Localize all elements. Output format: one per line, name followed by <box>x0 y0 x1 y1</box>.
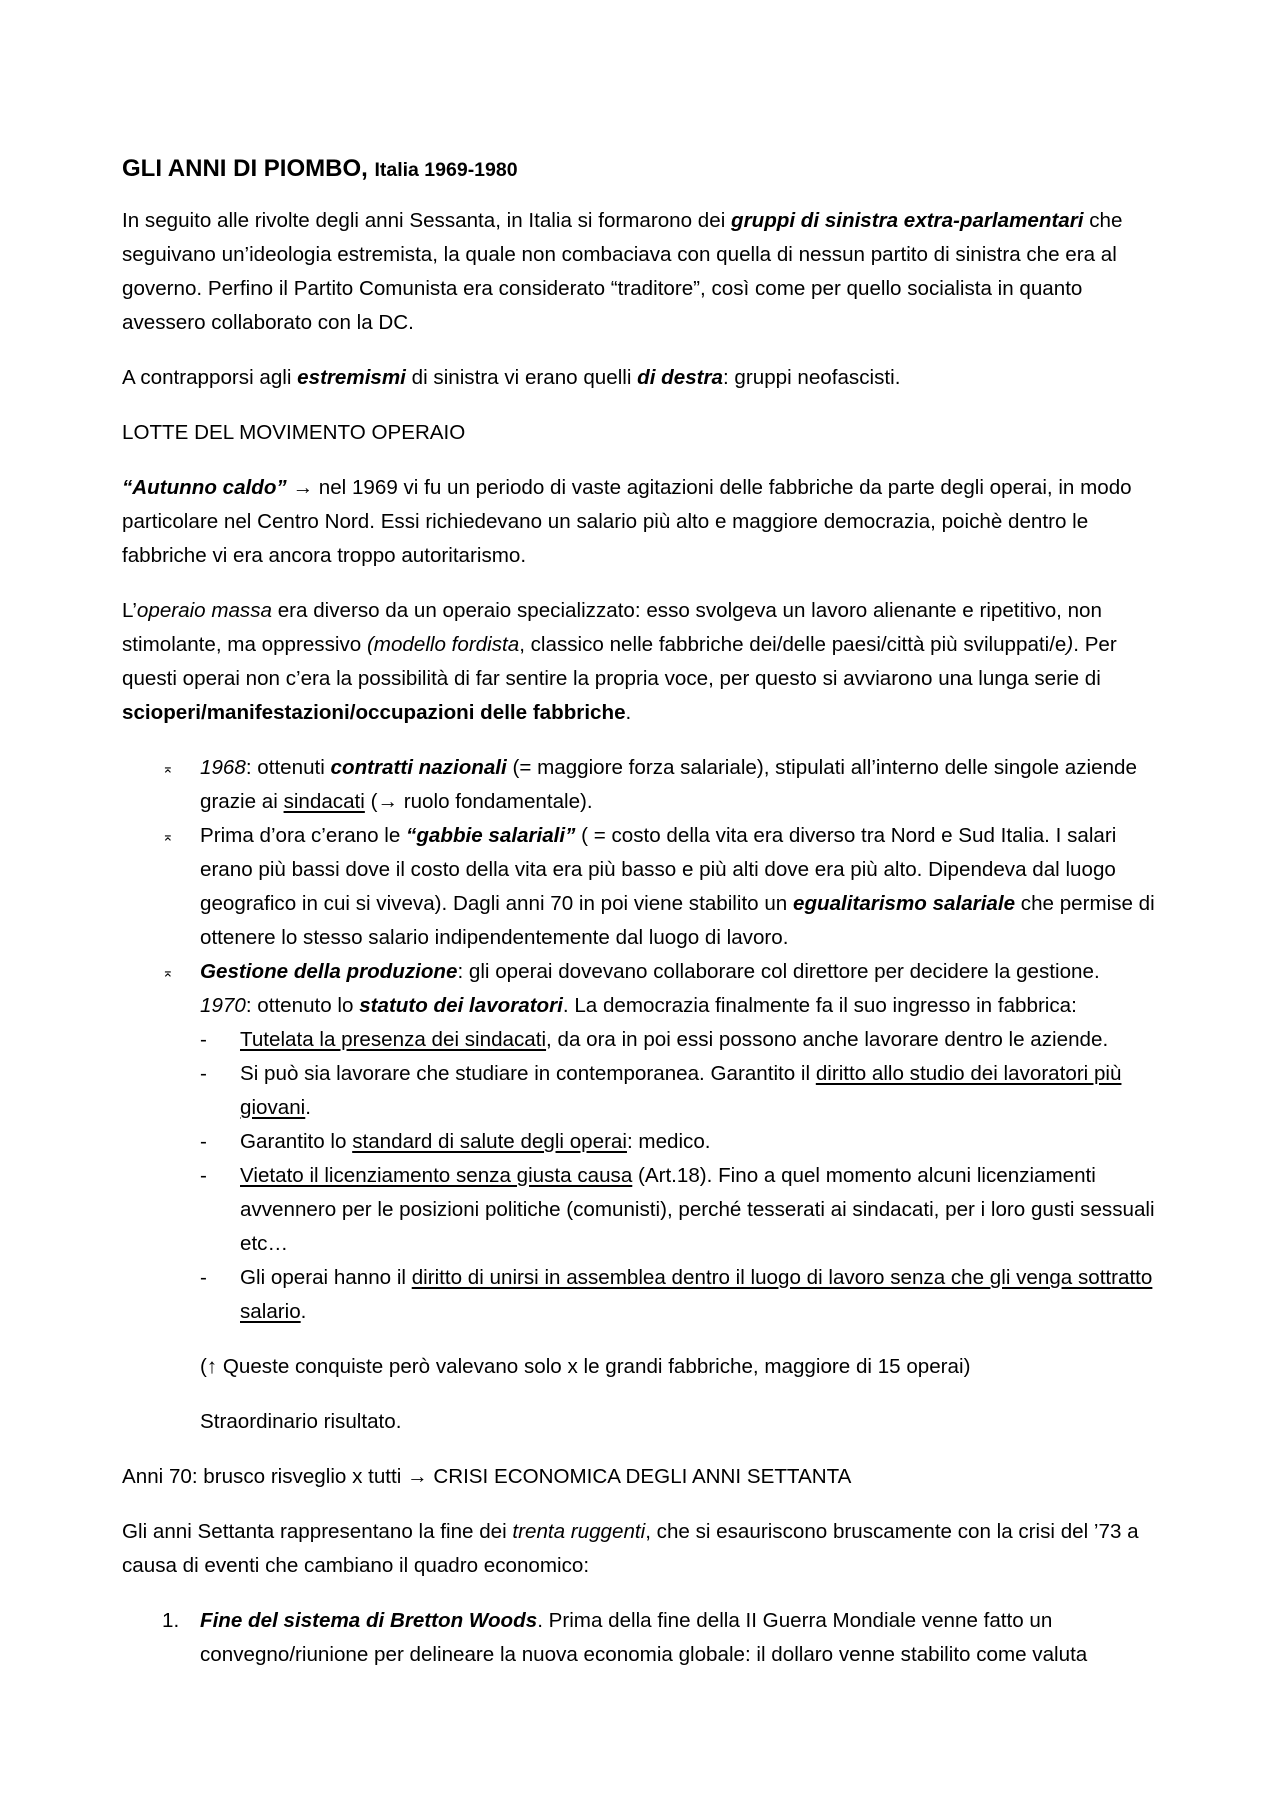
text: che permise di ottenere lo stesso salario indipendentemente dal luogo di lavoro. <box>200 892 1155 949</box>
dash-bullet-icon: - <box>200 1028 207 1051</box>
text: : ottenuto lo <box>245 994 360 1017</box>
text: Gli anni Settanta rappresentano la fine dei <box>122 1520 513 1543</box>
dash-bullet-icon: - <box>200 1164 207 1187</box>
list-item <box>122 751 1162 819</box>
text: : gli operai dovevano collaborare col direttore per decidere la gestione. <box>457 960 1100 983</box>
section-heading: LOTTE DEL MOVIMENTO OPERAIO <box>122 421 466 444</box>
text: era diverso da un operaio specializzato: esso svolgeva un lavoro alienante e ripetitivo, non stimolante, ma oppressivo <box>122 599 1102 656</box>
text: . Per questi operai non c’era la possibilità di far sentire la propria voce, per questo si avviarono una lunga serie di <box>122 633 1117 690</box>
list-item <box>122 819 1162 955</box>
text: , da ora in poi essi possono anche lavorare dentro le aziende. <box>546 1028 1109 1051</box>
dash-item <box>200 1159 1162 1261</box>
arrowhead-bullet-icon: ⌅ <box>162 760 174 776</box>
italic-text: trenta ruggenti <box>512 1520 646 1543</box>
dash-bullet-icon: - <box>200 1130 207 1153</box>
dash-item <box>200 1023 1162 1057</box>
text: Prima d’ora c’erano le <box>200 824 407 847</box>
underlined-text: Tutelata la presenza dei sindacati <box>240 1028 547 1051</box>
list-item-line <box>200 989 1162 1023</box>
paragraph-autunno-caldo <box>122 471 1162 573</box>
numbered-list <box>122 1604 1162 1672</box>
text: L’ <box>122 599 137 622</box>
italic-text: operaio massa <box>136 599 272 622</box>
emphasis: “gabbie salariali” <box>406 824 576 847</box>
dash-item <box>200 1125 1162 1159</box>
arrowhead-bullet-icon: ⌅ <box>162 964 174 980</box>
item-number: 1. <box>162 1609 180 1632</box>
title-separator: , <box>361 155 375 182</box>
text: , che si esauriscono bruscamente con la crisi del ’73 a causa di eventi che cambiano il quadro economico: <box>122 1520 1139 1577</box>
text: . Prima della fine della II Guerra Mondiale venne fatto un convegno/riunione per delineare la nuova economia globale: il dollaro venne stabilito come valuta <box>200 1609 1088 1666</box>
emphasis: contratti nazionali <box>330 756 507 779</box>
paragraph-trenta-ruggenti <box>122 1515 1162 1583</box>
emphasis: “Autunno caldo” <box>122 476 287 499</box>
emphasis: gruppi di sinistra extra-parlamentari <box>731 209 1084 232</box>
text: : medico. <box>626 1130 711 1153</box>
paragraph-operaio-massa <box>122 594 1162 730</box>
text: . <box>305 1096 311 1119</box>
note-conquiste: (↑ Queste conquiste però valevano solo x le grandi fabbriche, maggiore di 15 operai) <box>200 1355 971 1378</box>
text: . La democrazia finalmente fa il suo ingresso in fabbrica: <box>562 994 1077 1017</box>
text: Si può sia lavorare che studiare in contemporanea. Garantito il <box>240 1062 816 1085</box>
text: che seguivano un’ideologia estremista, la quale non combaciava con quella di nessun partito di sinistra che era al governo. Perfino il Partito Comunista era considerato “traditore”, così come per quello socialista in quanto avessero collaborato con la DC. <box>122 209 1123 334</box>
emphasis: estremismi <box>297 366 406 389</box>
text: Gli operai hanno il <box>240 1266 412 1289</box>
dash-bullet-icon: - <box>200 1062 207 1085</box>
paragraph-destra <box>122 361 1162 395</box>
arrowhead-bullet-icon: ⌅ <box>162 828 174 844</box>
page-title <box>122 152 1162 187</box>
text: (Art.18). Fino a quel momento alcuni licenziamenti avvennero per le posizioni politiche (comunisti), perché tesserati ai sindacati, per i loro gusti sessuali etc… <box>240 1164 1155 1255</box>
text: di sinistra vi erano quelli <box>405 366 638 389</box>
bold-text: scioperi/manifestazioni/occupazioni delle fabbriche <box>122 701 626 724</box>
text: (= maggiore forza salariale), stipulati all’interno delle singole aziende grazie ai <box>200 756 1137 813</box>
list-item-line <box>200 955 1162 989</box>
underlined-text: Vietato il licenziamento senza giusta causa <box>240 1164 633 1187</box>
paragraph-anni-70: Anni 70: brusco risveglio x tutti → CRISI ECONOMICA DEGLI ANNI SETTANTA <box>122 1465 852 1488</box>
italic-text: 1970 <box>200 994 246 1017</box>
text: (→ ruolo fondamentale). <box>364 790 593 813</box>
emphasis: statuto dei lavoratori <box>359 994 563 1017</box>
text: Garantito lo <box>240 1130 353 1153</box>
title-main: GLI ANNI DI PIOMBO <box>122 155 362 182</box>
dash-item <box>200 1261 1162 1329</box>
underlined-text: diritto allo studio dei lavoratori più giovani <box>240 1062 1122 1119</box>
emphasis: egualitarismo salariale <box>792 892 1016 915</box>
text: ( = costo della vita era diverso tra Nord e Sud Italia. I salari erano più bassi dove il costo della vita era più basso e più alti dove era più alto. Dipendeva dal luogo geografico in cui si viveva). Dagli anni 70 in poi viene stabilito un <box>200 824 1117 915</box>
italic-text: ) <box>1066 633 1074 656</box>
dash-list <box>200 1023 1162 1329</box>
italic-text: (modello fordista <box>366 633 520 656</box>
emphasis: Gestione della produzione <box>200 960 458 983</box>
emphasis: Fine del sistema di Bretton Woods <box>200 1609 538 1632</box>
title-subtitle: Italia 1969-1980 <box>374 159 518 181</box>
text: . <box>300 1300 307 1323</box>
emphasis: di destra <box>637 366 723 389</box>
text: In seguito alle rivolte degli anni Sessanta, in Italia si formarono dei <box>122 209 732 232</box>
text: → nel 1969 vi fu un periodo di vaste agitazioni delle fabbriche da parte degli operai, in modo particolare nel Centro Nord. Essi richiedevano un salario più alto e maggiore democrazia, poichè dentro le fabbriche vi era ancora troppo autoritarismo. <box>122 476 1132 567</box>
text: . <box>625 701 632 724</box>
arrow-bullet-list <box>122 751 1162 1329</box>
italic-text: 1968 <box>200 756 246 779</box>
underlined-text: diritto di unirsi in assemblea dentro il luogo di lavoro senza che gli venga sottratto salario <box>240 1266 1153 1323</box>
underlined-text: sindacati <box>283 790 365 813</box>
list-item <box>122 955 1162 1329</box>
text: : gruppi neofascisti. <box>722 366 901 389</box>
text: : ottenuti <box>245 756 331 779</box>
dash-item <box>200 1057 1162 1125</box>
document-page <box>122 152 1162 1672</box>
note-risultato: Straordinario risultato. <box>200 1410 402 1433</box>
text: , classico nelle fabbriche dei/delle paesi/città più sviluppati/e <box>519 633 1067 656</box>
paragraph-intro <box>122 204 1162 340</box>
underlined-text: standard di salute degli operai <box>352 1130 627 1153</box>
text: A contrapporsi agli <box>122 366 298 389</box>
numbered-item <box>122 1604 1162 1672</box>
dash-bullet-icon: - <box>200 1266 207 1289</box>
